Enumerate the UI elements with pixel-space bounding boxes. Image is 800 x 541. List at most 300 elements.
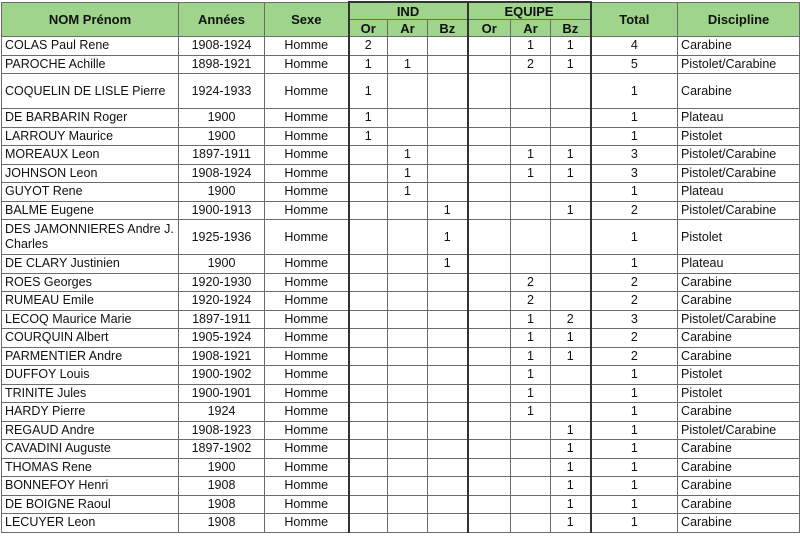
cell-sex: Homme bbox=[265, 292, 349, 311]
table-row bbox=[2, 440, 800, 459]
cell-ind-ar bbox=[388, 37, 428, 56]
cell-discipline: Plateau bbox=[678, 183, 800, 202]
cell-sex: Homme bbox=[265, 164, 349, 183]
cell-equipe-or bbox=[468, 74, 511, 109]
header-equipe-ar: Ar bbox=[511, 20, 551, 37]
cell-ind-or: 1 bbox=[349, 109, 388, 128]
cell-equipe-bz bbox=[551, 127, 591, 146]
cell-equipe-ar bbox=[511, 458, 551, 477]
cell-equipe-or bbox=[468, 310, 511, 329]
cell-discipline: Pistolet bbox=[678, 366, 800, 385]
cell-total: 1 bbox=[591, 220, 678, 255]
cell-equipe-ar bbox=[511, 255, 551, 274]
cell-equipe-ar: 1 bbox=[511, 146, 551, 165]
cell-ind-ar bbox=[388, 347, 428, 366]
cell-discipline: Carabine bbox=[678, 347, 800, 366]
cell-ind-bz bbox=[428, 458, 468, 477]
cell-years: 1925-1936 bbox=[179, 220, 265, 255]
cell-sex: Homme bbox=[265, 403, 349, 422]
cell-total: 3 bbox=[591, 310, 678, 329]
cell-name: DUFFOY Louis bbox=[2, 366, 179, 385]
cell-sex: Homme bbox=[265, 201, 349, 220]
header-nom: NOM Prénom bbox=[2, 2, 179, 37]
cell-ind-bz: 1 bbox=[428, 220, 468, 255]
cell-sex: Homme bbox=[265, 366, 349, 385]
cell-equipe-ar bbox=[511, 109, 551, 128]
cell-total: 1 bbox=[591, 255, 678, 274]
cell-sex: Homme bbox=[265, 183, 349, 202]
cell-ind-ar bbox=[388, 220, 428, 255]
cell-ind-or bbox=[349, 201, 388, 220]
cell-sex: Homme bbox=[265, 146, 349, 165]
cell-sex: Homme bbox=[265, 37, 349, 56]
cell-sex: Homme bbox=[265, 440, 349, 459]
cell-total: 1 bbox=[591, 403, 678, 422]
cell-total: 3 bbox=[591, 146, 678, 165]
table-row bbox=[2, 273, 800, 292]
cell-name: HARDY Pierre bbox=[2, 403, 179, 422]
cell-equipe-bz: 1 bbox=[551, 514, 591, 533]
cell-ind-bz bbox=[428, 495, 468, 514]
cell-name: JOHNSON Leon bbox=[2, 164, 179, 183]
cell-equipe-or bbox=[468, 458, 511, 477]
cell-discipline: Pistolet/Carabine bbox=[678, 164, 800, 183]
table-row bbox=[2, 384, 800, 403]
cell-years: 1897-1911 bbox=[179, 310, 265, 329]
cell-equipe-or bbox=[468, 273, 511, 292]
cell-total: 1 bbox=[591, 514, 678, 533]
header-equipe-or: Or bbox=[468, 20, 511, 37]
header-sexe: Sexe bbox=[265, 2, 349, 37]
cell-discipline: Plateau bbox=[678, 255, 800, 274]
cell-sex: Homme bbox=[265, 273, 349, 292]
cell-total: 3 bbox=[591, 164, 678, 183]
cell-years: 1900 bbox=[179, 255, 265, 274]
cell-ind-bz bbox=[428, 329, 468, 348]
cell-ind-bz bbox=[428, 183, 468, 202]
cell-equipe-ar: 1 bbox=[511, 164, 551, 183]
cell-name: DES JAMONNIERES Andre J. Charles bbox=[2, 220, 179, 255]
cell-ind-ar bbox=[388, 514, 428, 533]
cell-equipe-ar: 1 bbox=[511, 310, 551, 329]
cell-name: RUMEAU Emile bbox=[2, 292, 179, 311]
cell-ind-bz: 1 bbox=[428, 201, 468, 220]
cell-ind-ar bbox=[388, 329, 428, 348]
cell-ind-ar: 1 bbox=[388, 164, 428, 183]
cell-ind-ar bbox=[388, 127, 428, 146]
cell-ind-bz bbox=[428, 55, 468, 74]
cell-ind-or bbox=[349, 366, 388, 385]
cell-sex: Homme bbox=[265, 55, 349, 74]
cell-equipe-bz bbox=[551, 384, 591, 403]
cell-ind-ar: 1 bbox=[388, 55, 428, 74]
cell-discipline: Pistolet/Carabine bbox=[678, 146, 800, 165]
cell-equipe-ar bbox=[511, 74, 551, 109]
table-row bbox=[2, 127, 800, 146]
cell-total: 2 bbox=[591, 329, 678, 348]
table-header bbox=[2, 2, 800, 37]
cell-sex: Homme bbox=[265, 220, 349, 255]
cell-ind-or bbox=[349, 477, 388, 496]
cell-ind-ar bbox=[388, 366, 428, 385]
cell-ind-bz bbox=[428, 37, 468, 56]
cell-years: 1900-1902 bbox=[179, 366, 265, 385]
table-body bbox=[2, 37, 800, 533]
cell-equipe-or bbox=[468, 127, 511, 146]
cell-discipline: Carabine bbox=[678, 440, 800, 459]
cell-years: 1920-1924 bbox=[179, 292, 265, 311]
table-row bbox=[2, 255, 800, 274]
cell-ind-bz bbox=[428, 514, 468, 533]
cell-years: 1898-1921 bbox=[179, 55, 265, 74]
cell-sex: Homme bbox=[265, 477, 349, 496]
header-total: Total bbox=[591, 2, 678, 37]
cell-ind-bz bbox=[428, 74, 468, 109]
cell-ind-or bbox=[349, 220, 388, 255]
cell-ind-or bbox=[349, 292, 388, 311]
cell-discipline: Pistolet/Carabine bbox=[678, 201, 800, 220]
cell-years: 1924-1933 bbox=[179, 74, 265, 109]
cell-equipe-or bbox=[468, 37, 511, 56]
cell-equipe-bz: 1 bbox=[551, 477, 591, 496]
cell-ind-bz bbox=[428, 347, 468, 366]
cell-ind-ar bbox=[388, 384, 428, 403]
cell-ind-ar bbox=[388, 292, 428, 311]
cell-sex: Homme bbox=[265, 329, 349, 348]
cell-name: COLAS Paul Rene bbox=[2, 37, 179, 56]
cell-ind-or bbox=[349, 255, 388, 274]
cell-ind-bz bbox=[428, 127, 468, 146]
table-row bbox=[2, 403, 800, 422]
cell-discipline: Pistolet/Carabine bbox=[678, 55, 800, 74]
cell-equipe-bz: 1 bbox=[551, 421, 591, 440]
cell-total: 2 bbox=[591, 347, 678, 366]
cell-name: LECUYER Leon bbox=[2, 514, 179, 533]
cell-name: THOMAS Rene bbox=[2, 458, 179, 477]
cell-sex: Homme bbox=[265, 458, 349, 477]
table-row bbox=[2, 329, 800, 348]
table-row bbox=[2, 146, 800, 165]
cell-name: TRINITE Jules bbox=[2, 384, 179, 403]
cell-equipe-or bbox=[468, 477, 511, 496]
cell-ind-or bbox=[349, 329, 388, 348]
cell-ind-or bbox=[349, 403, 388, 422]
cell-name: COURQUIN Albert bbox=[2, 329, 179, 348]
cell-ind-bz bbox=[428, 292, 468, 311]
cell-equipe-ar bbox=[511, 201, 551, 220]
table-row bbox=[2, 366, 800, 385]
cell-name: DE BOIGNE Raoul bbox=[2, 495, 179, 514]
table-row bbox=[2, 495, 800, 514]
cell-total: 5 bbox=[591, 55, 678, 74]
cell-name: DE BARBARIN Roger bbox=[2, 109, 179, 128]
cell-ind-ar bbox=[388, 201, 428, 220]
header-discipline: Discipline bbox=[678, 2, 800, 37]
cell-ind-bz bbox=[428, 477, 468, 496]
cell-equipe-bz: 1 bbox=[551, 55, 591, 74]
cell-equipe-bz: 1 bbox=[551, 440, 591, 459]
cell-equipe-bz: 2 bbox=[551, 310, 591, 329]
header-ind-ar: Ar bbox=[388, 20, 428, 37]
cell-equipe-ar bbox=[511, 440, 551, 459]
cell-equipe-or bbox=[468, 164, 511, 183]
cell-ind-ar bbox=[388, 421, 428, 440]
cell-equipe-ar: 1 bbox=[511, 366, 551, 385]
cell-ind-or: 2 bbox=[349, 37, 388, 56]
cell-equipe-ar: 1 bbox=[511, 37, 551, 56]
cell-discipline: Pistolet bbox=[678, 220, 800, 255]
cell-equipe-or bbox=[468, 255, 511, 274]
cell-equipe-or bbox=[468, 495, 511, 514]
cell-name: REGAUD Andre bbox=[2, 421, 179, 440]
cell-ind-or: 1 bbox=[349, 127, 388, 146]
cell-ind-or bbox=[349, 495, 388, 514]
cell-total: 1 bbox=[591, 458, 678, 477]
cell-years: 1905-1924 bbox=[179, 329, 265, 348]
cell-equipe-bz: 1 bbox=[551, 495, 591, 514]
cell-sex: Homme bbox=[265, 127, 349, 146]
cell-equipe-ar: 2 bbox=[511, 292, 551, 311]
table-row bbox=[2, 201, 800, 220]
cell-equipe-ar: 1 bbox=[511, 329, 551, 348]
cell-ind-ar bbox=[388, 458, 428, 477]
cell-total: 2 bbox=[591, 201, 678, 220]
cell-ind-or bbox=[349, 273, 388, 292]
cell-years: 1908-1924 bbox=[179, 37, 265, 56]
cell-equipe-bz: 1 bbox=[551, 347, 591, 366]
cell-equipe-ar bbox=[511, 183, 551, 202]
cell-years: 1900 bbox=[179, 109, 265, 128]
cell-equipe-ar bbox=[511, 220, 551, 255]
table-row bbox=[2, 347, 800, 366]
cell-ind-or bbox=[349, 421, 388, 440]
cell-equipe-bz bbox=[551, 74, 591, 109]
cell-equipe-ar: 2 bbox=[511, 55, 551, 74]
cell-equipe-or bbox=[468, 292, 511, 311]
cell-equipe-or bbox=[468, 514, 511, 533]
table-row bbox=[2, 183, 800, 202]
cell-years: 1908 bbox=[179, 477, 265, 496]
cell-equipe-or bbox=[468, 384, 511, 403]
cell-total: 2 bbox=[591, 273, 678, 292]
cell-years: 1908-1924 bbox=[179, 164, 265, 183]
cell-years: 1920-1930 bbox=[179, 273, 265, 292]
cell-name: CAVADINI Auguste bbox=[2, 440, 179, 459]
header-ind: IND bbox=[349, 2, 468, 20]
cell-discipline: Carabine bbox=[678, 292, 800, 311]
cell-ind-or bbox=[349, 440, 388, 459]
table-row bbox=[2, 514, 800, 533]
cell-ind-ar bbox=[388, 273, 428, 292]
cell-years: 1897-1911 bbox=[179, 146, 265, 165]
cell-ind-or bbox=[349, 164, 388, 183]
cell-equipe-bz bbox=[551, 292, 591, 311]
cell-name: BALME Eugene bbox=[2, 201, 179, 220]
cell-ind-ar bbox=[388, 440, 428, 459]
cell-ind-or bbox=[349, 183, 388, 202]
cell-sex: Homme bbox=[265, 421, 349, 440]
cell-equipe-ar bbox=[511, 477, 551, 496]
cell-equipe-or bbox=[468, 220, 511, 255]
cell-total: 1 bbox=[591, 109, 678, 128]
header-annees: Années bbox=[179, 2, 265, 37]
cell-equipe-bz bbox=[551, 109, 591, 128]
cell-equipe-ar: 2 bbox=[511, 273, 551, 292]
cell-name: COQUELIN DE LISLE Pierre bbox=[2, 74, 179, 109]
cell-ind-bz bbox=[428, 366, 468, 385]
cell-years: 1900 bbox=[179, 183, 265, 202]
cell-years: 1908 bbox=[179, 514, 265, 533]
cell-ind-or bbox=[349, 347, 388, 366]
cell-total: 1 bbox=[591, 183, 678, 202]
cell-equipe-bz bbox=[551, 366, 591, 385]
table-row bbox=[2, 458, 800, 477]
table-row bbox=[2, 292, 800, 311]
cell-sex: Homme bbox=[265, 495, 349, 514]
cell-discipline: Carabine bbox=[678, 495, 800, 514]
cell-equipe-ar: 1 bbox=[511, 384, 551, 403]
cell-years: 1908-1923 bbox=[179, 421, 265, 440]
table-row bbox=[2, 421, 800, 440]
cell-ind-bz bbox=[428, 109, 468, 128]
table-row bbox=[2, 109, 800, 128]
cell-total: 1 bbox=[591, 384, 678, 403]
cell-ind-bz bbox=[428, 164, 468, 183]
cell-discipline: Plateau bbox=[678, 109, 800, 128]
cell-years: 1924 bbox=[179, 403, 265, 422]
cell-name: PAROCHE Achille bbox=[2, 55, 179, 74]
cell-name: LECOQ Maurice Marie bbox=[2, 310, 179, 329]
cell-discipline: Carabine bbox=[678, 74, 800, 109]
cell-total: 1 bbox=[591, 421, 678, 440]
cell-equipe-bz bbox=[551, 273, 591, 292]
cell-equipe-bz bbox=[551, 183, 591, 202]
cell-name: MOREAUX Leon bbox=[2, 146, 179, 165]
cell-ind-ar bbox=[388, 310, 428, 329]
cell-equipe-ar bbox=[511, 127, 551, 146]
cell-ind-bz bbox=[428, 421, 468, 440]
cell-equipe-or bbox=[468, 329, 511, 348]
table-row bbox=[2, 74, 800, 109]
cell-equipe-ar bbox=[511, 421, 551, 440]
header-ind-bz: Bz bbox=[428, 20, 468, 37]
cell-total: 2 bbox=[591, 292, 678, 311]
cell-equipe-bz bbox=[551, 403, 591, 422]
cell-discipline: Carabine bbox=[678, 329, 800, 348]
cell-equipe-bz: 1 bbox=[551, 164, 591, 183]
table-row bbox=[2, 37, 800, 56]
cell-sex: Homme bbox=[265, 347, 349, 366]
cell-ind-ar bbox=[388, 74, 428, 109]
cell-equipe-bz: 1 bbox=[551, 458, 591, 477]
cell-years: 1900 bbox=[179, 127, 265, 146]
cell-name: PARMENTIER Andre bbox=[2, 347, 179, 366]
cell-sex: Homme bbox=[265, 384, 349, 403]
cell-ind-ar bbox=[388, 403, 428, 422]
cell-discipline: Carabine bbox=[678, 37, 800, 56]
cell-equipe-or bbox=[468, 366, 511, 385]
cell-ind-or bbox=[349, 310, 388, 329]
cell-equipe-or bbox=[468, 440, 511, 459]
cell-discipline: Pistolet bbox=[678, 384, 800, 403]
cell-equipe-bz: 1 bbox=[551, 201, 591, 220]
table-row bbox=[2, 220, 800, 255]
cell-years: 1900-1913 bbox=[179, 201, 265, 220]
cell-discipline: Pistolet bbox=[678, 127, 800, 146]
table-row bbox=[2, 310, 800, 329]
cell-ind-or bbox=[349, 384, 388, 403]
table-row bbox=[2, 164, 800, 183]
cell-ind-ar bbox=[388, 255, 428, 274]
cell-discipline: Carabine bbox=[678, 458, 800, 477]
cell-name: BONNEFOY Henri bbox=[2, 477, 179, 496]
cell-total: 1 bbox=[591, 366, 678, 385]
cell-ind-or bbox=[349, 458, 388, 477]
cell-name: ROES Georges bbox=[2, 273, 179, 292]
cell-ind-bz bbox=[428, 403, 468, 422]
cell-discipline: Carabine bbox=[678, 514, 800, 533]
cell-sex: Homme bbox=[265, 310, 349, 329]
cell-sex: Homme bbox=[265, 109, 349, 128]
cell-ind-or bbox=[349, 514, 388, 533]
cell-name: DE CLARY Justinien bbox=[2, 255, 179, 274]
cell-ind-bz: 1 bbox=[428, 255, 468, 274]
cell-equipe-or bbox=[468, 146, 511, 165]
cell-years: 1908-1921 bbox=[179, 347, 265, 366]
cell-ind-or: 1 bbox=[349, 55, 388, 74]
cell-equipe-bz bbox=[551, 255, 591, 274]
cell-ind-bz bbox=[428, 146, 468, 165]
cell-equipe-bz: 1 bbox=[551, 146, 591, 165]
cell-ind-bz bbox=[428, 440, 468, 459]
cell-sex: Homme bbox=[265, 255, 349, 274]
medals-table bbox=[1, 1, 800, 533]
cell-equipe-or bbox=[468, 403, 511, 422]
cell-years: 1900 bbox=[179, 458, 265, 477]
cell-equipe-ar: 1 bbox=[511, 347, 551, 366]
cell-ind-ar bbox=[388, 495, 428, 514]
cell-sex: Homme bbox=[265, 74, 349, 109]
cell-discipline: Carabine bbox=[678, 273, 800, 292]
cell-years: 1897-1902 bbox=[179, 440, 265, 459]
cell-equipe-bz: 1 bbox=[551, 37, 591, 56]
cell-ind-or: 1 bbox=[349, 74, 388, 109]
table-row bbox=[2, 55, 800, 74]
cell-discipline: Pistolet/Carabine bbox=[678, 421, 800, 440]
cell-ind-ar bbox=[388, 477, 428, 496]
cell-total: 1 bbox=[591, 440, 678, 459]
cell-name: LARROUY Maurice bbox=[2, 127, 179, 146]
header-equipe-bz: Bz bbox=[551, 20, 591, 37]
cell-equipe-ar bbox=[511, 514, 551, 533]
cell-discipline: Carabine bbox=[678, 477, 800, 496]
cell-ind-ar: 1 bbox=[388, 146, 428, 165]
cell-years: 1900-1901 bbox=[179, 384, 265, 403]
header-ind-or: Or bbox=[349, 20, 388, 37]
cell-ind-ar: 1 bbox=[388, 183, 428, 202]
cell-total: 1 bbox=[591, 127, 678, 146]
cell-equipe-or bbox=[468, 421, 511, 440]
cell-ind-ar bbox=[388, 109, 428, 128]
cell-total: 1 bbox=[591, 74, 678, 109]
cell-name: GUYOT Rene bbox=[2, 183, 179, 202]
cell-ind-bz bbox=[428, 273, 468, 292]
cell-ind-or bbox=[349, 146, 388, 165]
cell-equipe-ar bbox=[511, 495, 551, 514]
cell-equipe-or bbox=[468, 55, 511, 74]
cell-total: 1 bbox=[591, 495, 678, 514]
cell-equipe-bz bbox=[551, 220, 591, 255]
